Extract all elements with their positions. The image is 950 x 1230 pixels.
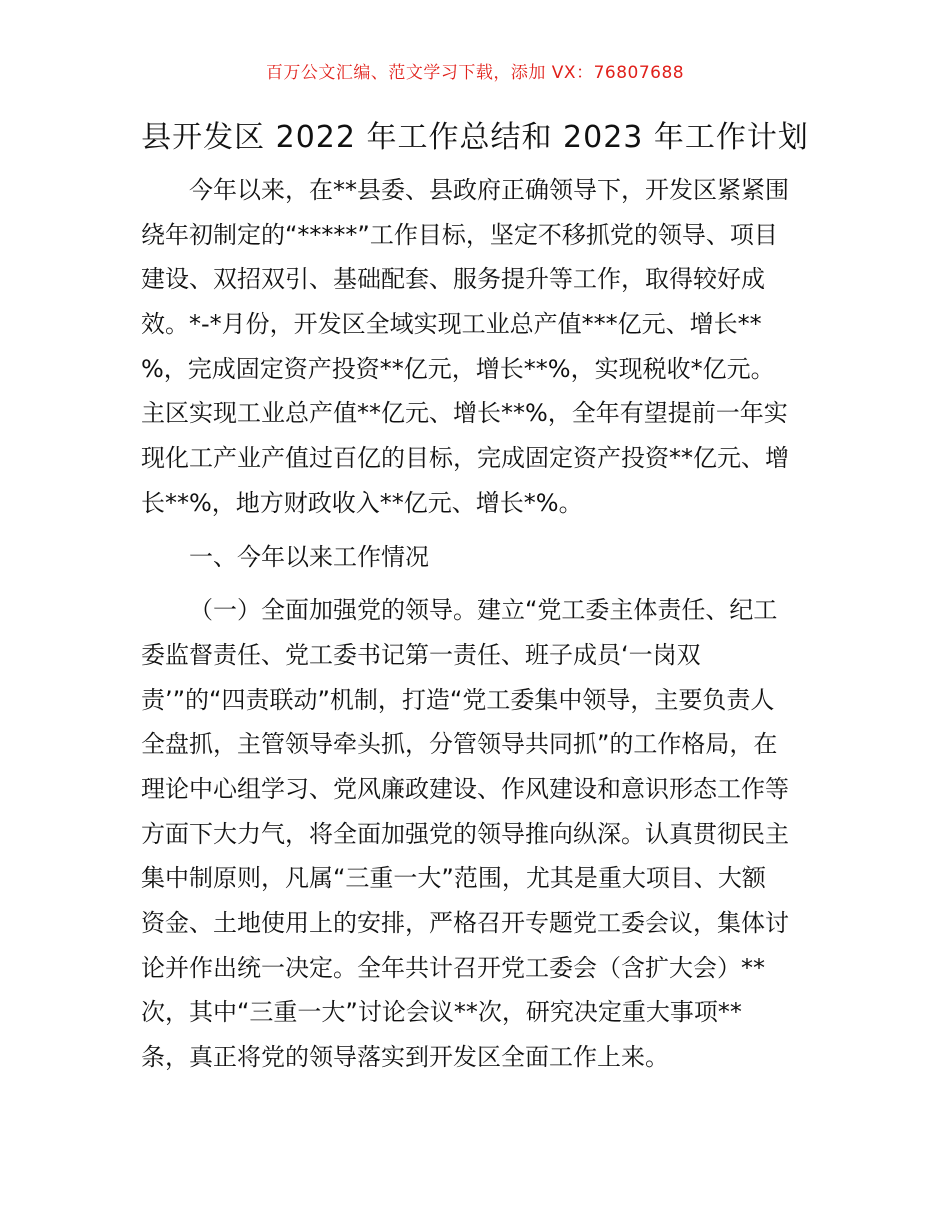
watermark-header: 百万公文汇编、范文学习下载，添加 VX：76807688 xyxy=(265,63,685,83)
text-line: 效。*-*月份，开发区全域实现工业总产值***亿元、增长** xyxy=(141,310,762,339)
text-line: 论并作出统一决定。全年共计召开党工委会（含扩大会）** xyxy=(141,953,765,982)
document-title: 县开发区 2022 年工作总结和 2023 年工作计划 xyxy=(141,120,809,155)
text-line: 全盘抓，主管领导牵头抓，分管领导共同抓”的工作格局，在 xyxy=(141,730,778,759)
text-line: 次，其中“三重一大”讨论会议**次，研究决定重大事项** xyxy=(141,998,742,1027)
text-line: 方面下大力气，将全面加强党的领导推向纵深。认真贯彻民主 xyxy=(141,819,789,848)
text-line: （一）全面加强党的领导。建立“党工委主体责任、纪工 xyxy=(189,596,778,625)
paragraph-party-leadership xyxy=(141,588,813,1080)
text-line: 理论中心组学习、党风廉政建设、作风建设和意识形态工作等 xyxy=(141,774,789,803)
text-line: %，完成固定资产投资**亿元，增长**%，实现税收*亿元。 xyxy=(141,354,775,383)
text-line: 资金、土地使用上的安排，严格召开专题党工委会议，集体讨 xyxy=(141,909,789,937)
section-heading xyxy=(141,535,813,580)
text-line: 集中制原则，凡属“三重一大”范围，尤其是重大项目、大额 xyxy=(141,864,766,893)
text-line: 绕年初制定的“*****”工作目标，坚定不移抓党的领导、项目 xyxy=(141,220,778,249)
text-line: 主区实现工业总产值**亿元、增长**%，全年有望提前一年实 xyxy=(141,399,788,428)
text-line: 现化工产业产值过百亿的目标，完成固定资产投资**亿元、增 xyxy=(141,444,789,473)
text-line: 委监督责任、党工委书记第一责任、班子成员‘一岗双 xyxy=(141,640,701,669)
text-line: 今年以来，在**县委、县政府正确领导下，开发区紧紧围 xyxy=(189,176,789,204)
text-line: 长**%，地方财政收入**亿元、增长*%。 xyxy=(141,488,583,517)
paragraph-intro xyxy=(141,168,813,526)
text-line: 建设、双招双引、基础配套、服务提升等工作，取得较好成 xyxy=(141,265,765,294)
document-body xyxy=(141,168,813,1080)
text-line: 条，真正将党的领导落实到开发区全面工作上来。 xyxy=(141,1043,669,1072)
heading-line: 一、今年以来工作情况 xyxy=(189,542,429,571)
text-line: 责’”的“四责联动”机制，打造“党工委集中领导，主要负责人 xyxy=(141,685,775,714)
